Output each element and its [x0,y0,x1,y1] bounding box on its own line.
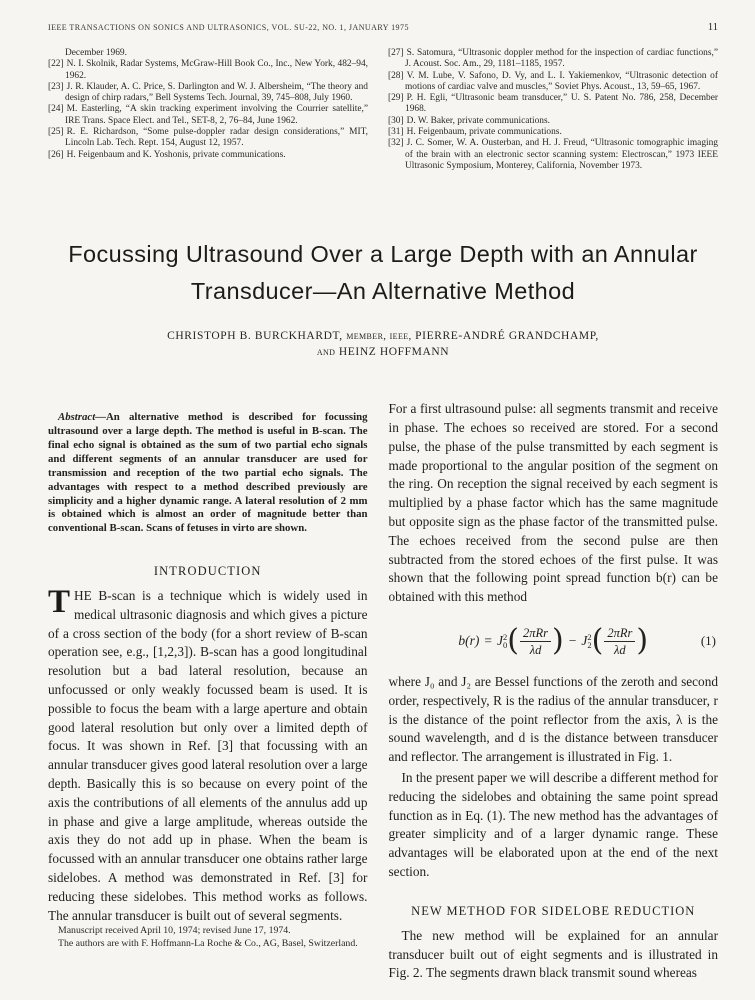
body-paragraph: where J₀ and J₂ are Bessel functions of the zeroth and second order, respectively, R is the radius of the annular transducer, r is the distance of the point reflector from the axis, λ is the sound wavelength, and d is the distance between transducer and reflector. The arrangement is illustrated in Fig. 1. [388,674,718,765]
footnote-affiliation: The authors are with F. Hoffmann-La Roche & Co., AG, Basel, Switzerland. [58,937,358,949]
abstract-text: An alternative method is described for focussing ultrasound over a large depth. The method is useful in B-scan. The final echo signal is obtained as the sum of two partial echo signals and different segments of an annular transducer are used for transmission and reception of the two partial echo signals. The advantages with respect to a method described previously are simplicity and a higher dynamic range. A lateral resolution of 2 mm is obtained which is almost an order of magnitude better than conventional B-scan. Scans of fetuses in virto are shown. [48,411,368,535]
author-line [48,330,718,358]
equation-number: (1) [700,633,716,649]
author-and: and [316,346,336,359]
introduction-text: HE B-scan is a technique which is widely used in medical ultrasonic diagnosis and which gives a picture of a cross section of the body (for a short review of B-scan operation see, e.g., [1,2,3]). B-scan has a good longitudinal resolution but a bad lateral resolution, because an unfocussed or only weakly focussed beam is used. It is possible to focus the beam with a large aperture and obtain good lateral resolution but only over a limited depth of focus. It was shown in Ref. [3] that focussing with an annular transducer gives good lateral resolution over a large depth. Basically this is so because on every point of the axis the contributions of all elements of the annulus add up in phase and give a large amplitude, whereas outside the axis they do not add up in phase. When the beam is focussed with an annular transducer one obtains rather large sidelobes. A method was demonstrated in Ref. [3] for reducing these sidelobes. This method works as follows. The annular transducer is built out of several segments. [48,588,368,923]
reference-label: [26] [48,149,64,160]
reference-item [388,93,718,116]
body-paragraph: For a first ultrasound pulse: all segments transmit and receive in phase. The echoes so received are stored. For a second pulse, the phase of the pulse transmitted by each segment is made proportional to the angular position of the segment on the ring. On reception the signal received by each segment is multiplied by a phase factor which has the same magnitude but opposite sign as the phase factor of the transmitted pulse. The echoes received from the second pulse are then subtracted from the stored echoes of the first pulse. It was shown that the following point spread function b(r) can be obtained with this method [388,401,718,605]
reference-label: [29] [388,93,404,104]
footnote [48,925,368,949]
reference-label: [32] [388,138,404,149]
equation-lhs: b(r) [458,633,480,649]
bessel-j0: J [497,633,504,649]
paper-title-line2: Transducer—An Alternative Method [190,278,576,305]
running-header [48,22,718,33]
bessel-j2: J [581,633,588,649]
reference-text: R. E. Richardson, “Some pulse-doppler radar design considerations,” MIT, Lincoln Lab. Tech. Rept. 154, August 12, 1957. [65,127,368,149]
left-column [48,400,368,949]
fraction-1-numerator: 2πRr [520,626,551,642]
author-name: HEINZ HOFFMANN [338,346,450,359]
reference-text: D. W. Baker, private communications. [406,115,550,126]
reference-text: J. R. Klauder, A. C. Price, S. Darlington and W. J. Albersheim, “The theory and design of chirp radars,” Bell Systems Tech. Journal, 39, 745–808, July 1960. [65,81,368,104]
equation-minus: − [568,633,577,649]
section-heading-introduction: INTRODUCTION [153,564,262,579]
equation-1: b(r) = J 2 0 ( $\frac{\text{2πRr}}{\lambda d}$ ) − J 2 2 ( $\frac{\text{2πRr}}{\lambda d}$ ) (1) [458,623,716,659]
reference-label: [23] [48,81,64,92]
reference-label: [25] [48,127,64,138]
references-left-column [48,48,368,172]
reference-text: M. Easterling, “A skin tracking experiment involving the Courrier satellite,” IRE Trans. Space Elect. and Tel., SET-8, 2, 76–84, June 1962. [65,104,368,126]
reference-label: [31] [388,127,404,138]
reference-item [388,127,718,138]
references-right-column [388,48,718,172]
body-paragraph: The new method will be explained for an annular transducer built out of eight segments and is illustrated in Fig. 2. The segments drawn black transmit sound whereas [388,927,718,981]
bessel-j0-sub: 0 [503,640,508,651]
reference-text: S. Satomura, “Ultrasonic doppler method for the inspection of cardiac functions,” J. Acoust. Soc. Am., 29, 1181–1185, 1957. [405,48,718,70]
reference-text: N. I. Skolnik, Radar Systems, McGraw-Hill Book Co., Inc., New York, 482–94, 1962. [65,59,368,81]
fraction-2-numerator: 2πRr [604,626,635,642]
reference-text: V. M. Lube, V. Safono, D. Vy, and L. I. Yakiemenkov, “Ultrasonic detection of motions of cardiac valve and muscles,” Soviet Phys. Acoust., 13, 59–65, 1967. [405,70,718,92]
fraction-1 [520,626,551,657]
reference-item [48,104,368,127]
page-number: 11 [707,22,718,33]
reference-item [48,127,368,150]
fraction-2-denominator: λd [614,642,626,657]
reference-text: H. Feigenbaum, private communications. [406,127,562,138]
fraction-2 [604,626,635,657]
reference-item [388,138,718,172]
body-paragraph: In the present paper we will describe a different method for reducing the sidelobes and obtaining the same point spread function as in Eq. (1). The new method has the advantages of greater simplicity and of a larger dynamic range. These advantages will be elaborated upon at the end of the next section. [388,770,718,879]
reference-item [48,59,368,82]
right-column [389,400,719,983]
reference-item [48,150,368,161]
reference-label: [22] [48,59,64,70]
author-name: CHRISTOPH B. BURCKHARDT, [167,330,343,343]
abstract-label: Abstract— [58,411,106,424]
author-name: PIERRE-ANDRÉ GRANDCHAMP, [415,330,599,343]
reference-text: H. Feigenbaum and K. Yoshonis, private communications. [66,149,286,160]
introduction-paragraph [48,584,368,925]
reference-label: [27] [388,48,404,58]
paper-title-line1: Focussing Ultrasound Over a Large Depth with an Annular [68,241,698,268]
reference-text: P. H. Egli, “Ultrasonic beam transducer,” U. S. Patent No. 786, 258, December 1968. [405,93,718,115]
body-columns [48,400,718,983]
equation-equals: = [484,633,493,649]
reference-item [388,116,718,127]
reference-continuation: December 1969. [65,48,127,58]
bessel-j2-sub: 2 [587,640,592,651]
abstract [48,411,368,536]
author-affiliation: member, ieee, [346,330,412,343]
bessel-j2-sup: 2 [587,631,592,642]
reference-label: [28] [388,70,404,81]
references-section [48,48,718,172]
reference-item [388,48,718,71]
reference-item [388,71,718,94]
reference-label: [30] [388,115,404,126]
reference-text: J. C. Somer, W. A. Ousterban, and H. J. Freud, “Ultrasonic tomographic imaging of the brain with an electronic sector scanning system: Electroscan,” 1973 IEEE Ultrasonic Symposium, Monterey, California, November 1973. [405,138,718,171]
footnote-manuscript: Manuscript received April 10, 1974; revised June 17, 1974. [58,925,291,937]
bessel-j0-sup: 2 [503,631,508,642]
section-heading-new-method: NEW METHOD FOR SIDELOBE REDUCTION [411,903,696,918]
paper-title [48,236,718,310]
reference-label: [24] [48,104,64,115]
journal-title: IEEE TRANSACTIONS ON SONICS AND ULTRASONICS, VOL. SU-22, NO. 1, JANUARY 1975 [48,23,409,32]
dropcap: T [48,584,71,621]
fraction-1-denominator: λd [529,642,542,657]
reference-item [48,82,368,105]
